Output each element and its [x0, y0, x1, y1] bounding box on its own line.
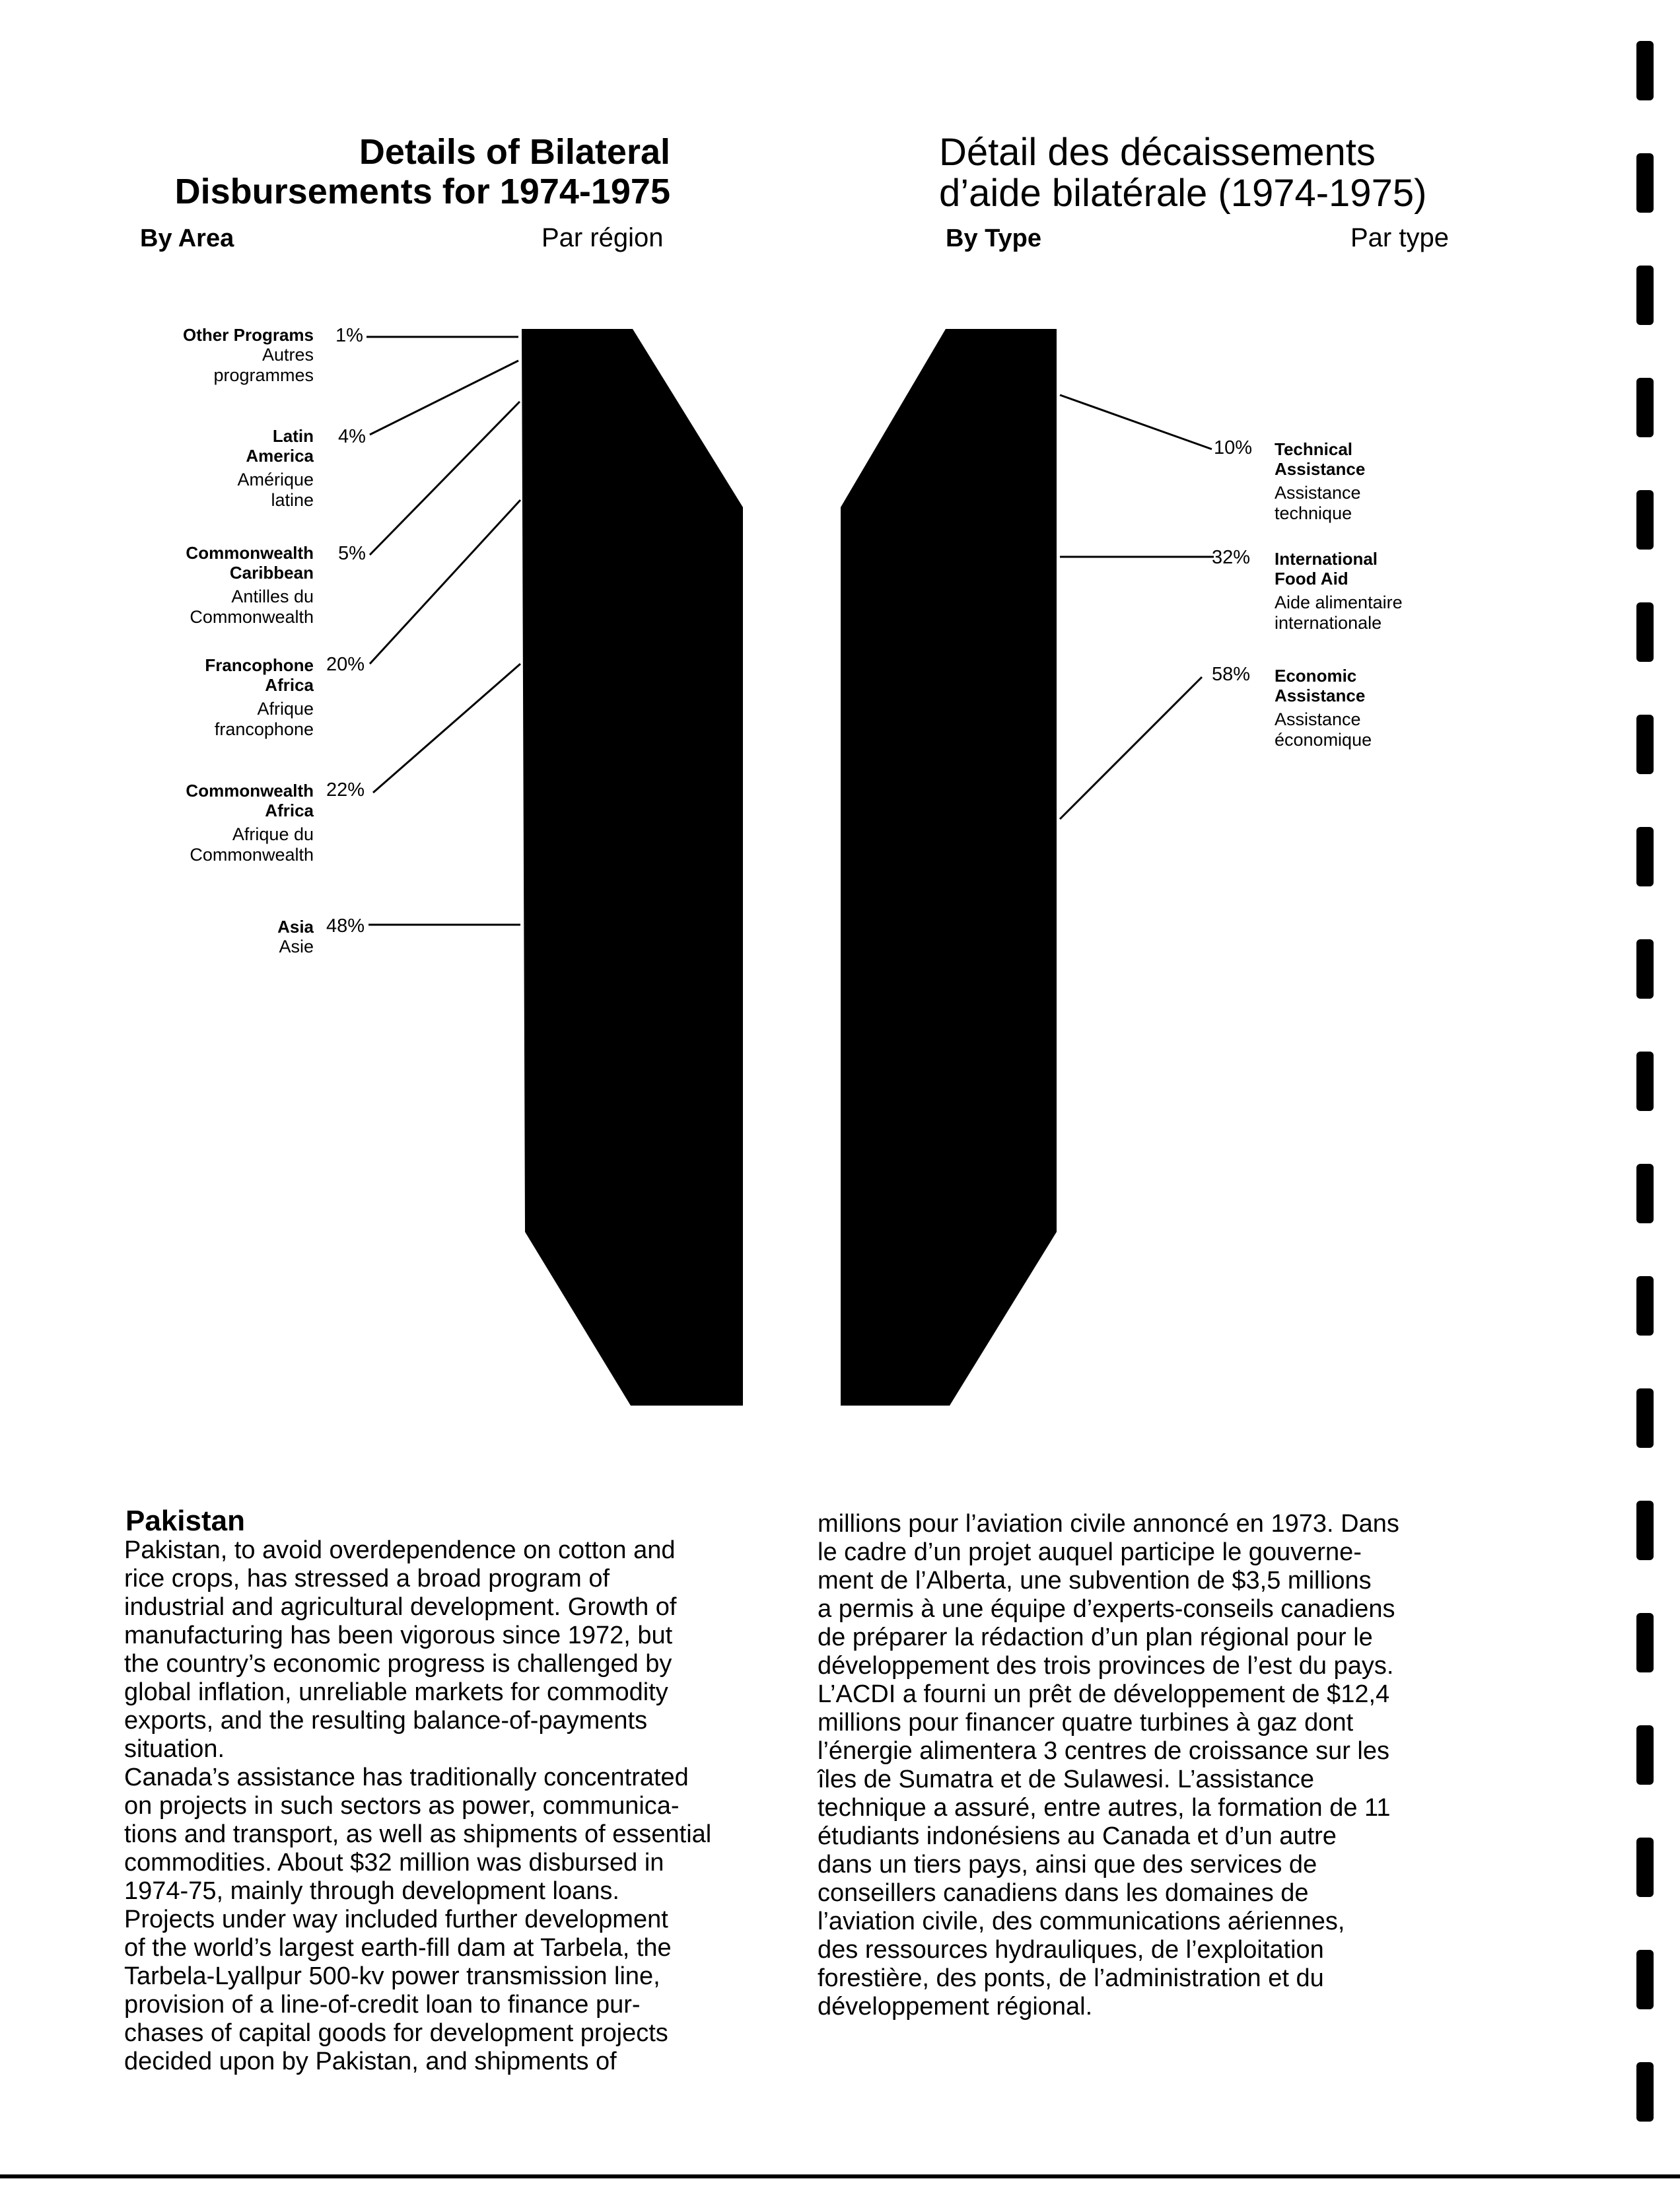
leader-line-commonwealth-africa	[373, 664, 520, 793]
area-pct-francophone: 20%	[326, 654, 365, 675]
area-item-caribbean: Commonwealth Caribbean Antilles du Commonwealth	[186, 543, 314, 627]
leader-line-caribbean	[370, 402, 520, 555]
type-leader-lines	[1060, 395, 1214, 819]
type-item-food-aid: International Food Aid Aide alimentaire internationale	[1275, 549, 1403, 633]
binder-mark	[1636, 1950, 1654, 2009]
binder-mark	[1636, 1613, 1654, 1672]
right-title-line1: Détail des décaissements	[939, 131, 1376, 174]
binder-mark	[1636, 1164, 1654, 1223]
binder-mark	[1636, 715, 1654, 774]
par-region-label: Par région	[542, 223, 664, 252]
right-title-line2: d’aide bilatérale (1974-1975)	[939, 172, 1427, 215]
area-pct-caribbean: 5%	[338, 543, 366, 564]
binder-mark	[1636, 1388, 1654, 1448]
area-item-latin-america: Latin America Amérique latine	[237, 426, 314, 510]
leader-line-economic	[1060, 677, 1202, 819]
binder-mark	[1636, 939, 1654, 999]
by-type-label: By Type	[946, 225, 1042, 252]
area-pct-latin-america: 4%	[338, 426, 366, 447]
binder-mark	[1636, 41, 1654, 100]
bottom-rule	[0, 2174, 1680, 2178]
left-title-line1: Details of Bilateral	[359, 132, 670, 172]
area-leader-lines	[367, 337, 520, 925]
binder-mark	[1636, 1052, 1654, 1111]
article-column-1: Pakistan, to avoid overdependence on cotton and rice crops, has stressed a broad program of industrial and agricultural development. Growth of manufacturing has been vigorous since 1972, but the country’s economic progress is challenged by global inflation, unreliable markets for commodity exports, and the resulting balance-of-payments situation. Canada’s assistance has traditionally concentrated on projects in such sectors as power, communica- tions and transport, as well as shipments of essential commodities. About $32 million was disbursed in 1974-75, mainly through development loans. Projects under way included further development of the world’s largest earth-fill dam at Tarbela, the Tarbela-Lyallpur 500-kv power transmission line, provision of a line-of-credit loan to finance pur- chases of capital goods for development projects decided upon by Pakistan, and shipments of	[124, 1536, 712, 2075]
by-area-shape	[522, 329, 743, 1406]
binder-mark	[1636, 153, 1654, 213]
binder-mark	[1636, 490, 1654, 550]
area-pct-other-programs: 1%	[335, 325, 363, 346]
area-item-other-programs: Other Programs Autres programmes	[183, 325, 314, 385]
binder-mark	[1636, 1838, 1654, 1897]
leader-line-latin-america	[370, 361, 518, 435]
type-pct-technical: 10%	[1214, 437, 1253, 458]
area-pct-commonwealth-africa: 22%	[326, 779, 365, 801]
article-heading: Pakistan	[125, 1505, 245, 1537]
area-pct-asia: 48%	[326, 915, 365, 937]
binder-mark	[1636, 827, 1654, 886]
area-item-francophone: Francophone Africa Afrique francophone	[205, 655, 314, 739]
area-item-asia: Asia Asie	[277, 917, 314, 956]
by-type-shape	[841, 329, 1057, 1406]
binder-mark	[1636, 602, 1654, 662]
area-item-commonwealth-africa: Commonwealth Africa Afrique du Commonwealth	[186, 781, 314, 865]
article-column-2: millions pour l’aviation civile annoncé en 1973. Dans le cadre d’un projet auquel participe le gouverne- ment de l’Alberta, une subvention de $3,5 millions a permis à une équipe d’experts-conseils canadiens de préparer la rédaction d’un plan régional pour le développement des trois provinces de l’est du pays. L’ACDI a fourni un prêt de développement de $12,4 millions pour financer quatre turbines à gaz dont l’énergie alimentera 3 centres de croissance sur les îles de Sumatra et de Sulawesi. L’assistance technique a assuré, entre autres, la formation de 11 étudiants indonésiens au Canada et d’un autre dans un tiers pays, ainsi que des services de conseillers canadiens dans les domaines de l’aviation civile, des communications aériennes, des ressources hydrauliques, de l’exploitation forestière, des ponts, de l’administration et du développement régional.	[818, 1510, 1399, 2021]
binder-mark	[1636, 1276, 1654, 1336]
binder-mark	[1636, 2062, 1654, 2122]
leader-line-technical	[1060, 395, 1212, 449]
type-item-technical: Technical Assistance Assistance technique	[1275, 439, 1366, 523]
binder-mark	[1636, 378, 1654, 437]
type-pct-food-aid: 32%	[1212, 547, 1251, 568]
type-pct-economic: 58%	[1212, 664, 1251, 685]
par-type-label: Par type	[1350, 223, 1449, 252]
type-item-economic: Economic Assistance Assistance économique	[1275, 666, 1372, 750]
binder-mark	[1636, 1725, 1654, 1785]
binder-mark	[1636, 1501, 1654, 1560]
leader-line-francophone	[370, 500, 520, 664]
by-area-label: By Area	[140, 225, 234, 252]
left-title-line2: Disbursements for 1974-1975	[174, 172, 670, 211]
binder-mark	[1636, 266, 1654, 325]
